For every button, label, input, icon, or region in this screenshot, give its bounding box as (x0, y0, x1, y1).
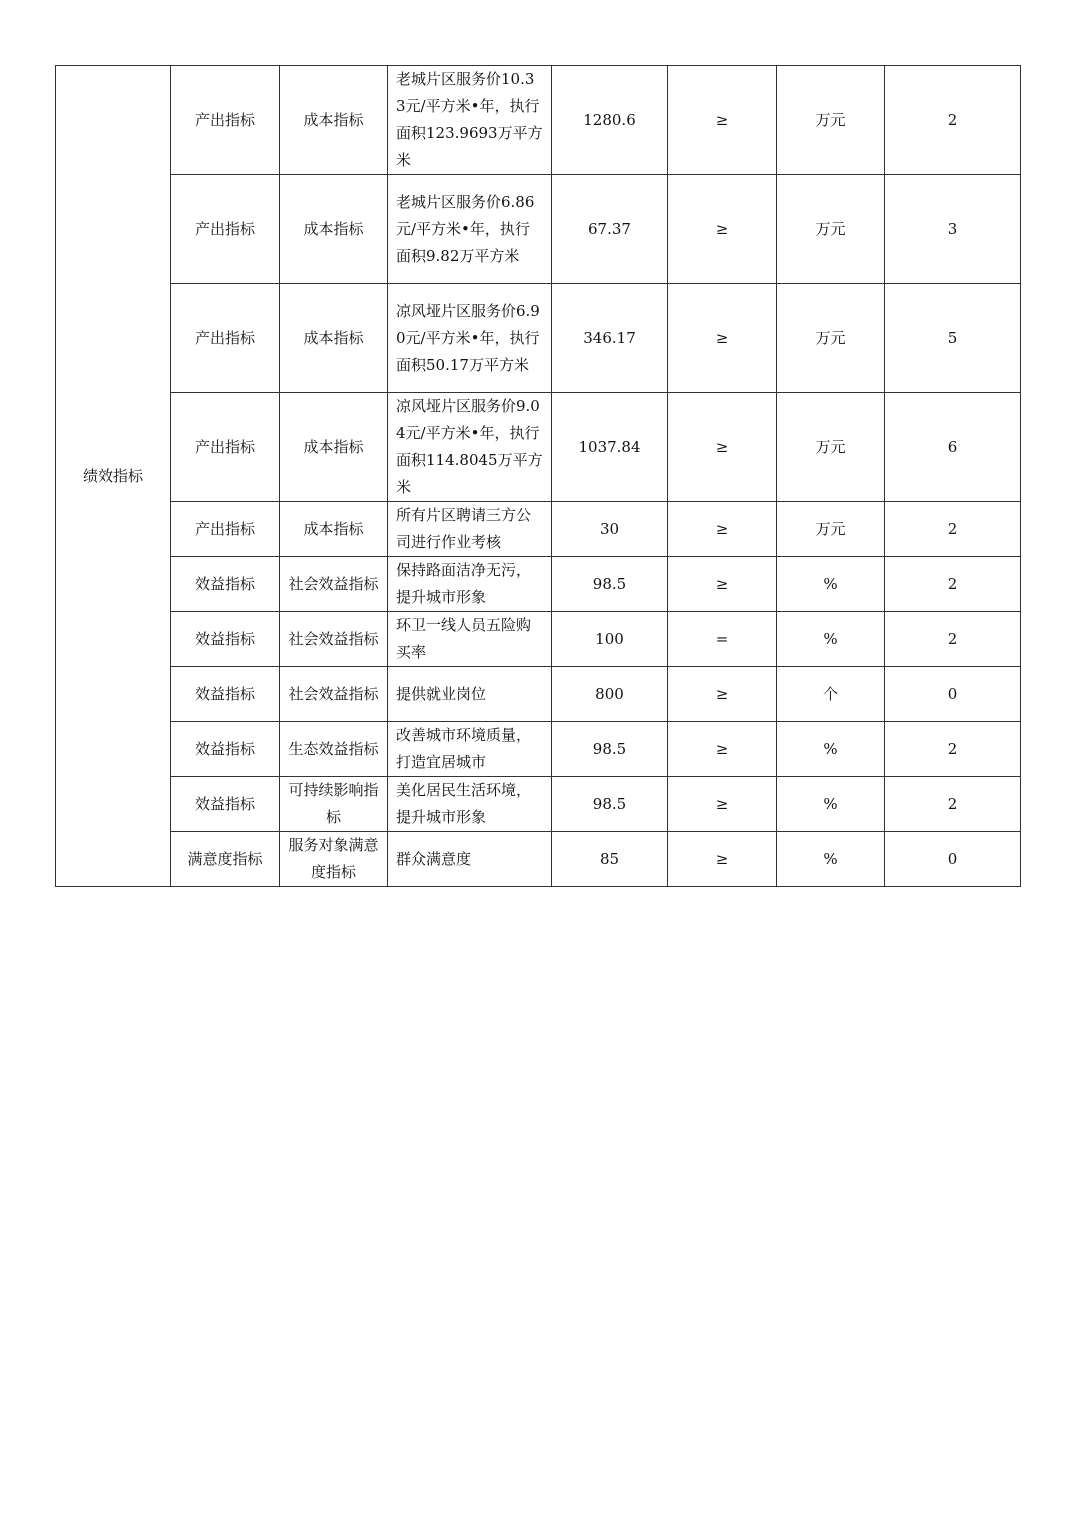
table-row (56, 393, 1021, 502)
unit-cell: % (777, 557, 885, 612)
level1-cell: 产出指标 (171, 502, 280, 557)
operator-cell: = (668, 612, 777, 667)
table-row (56, 284, 1021, 393)
unit-cell: % (777, 612, 885, 667)
level1-cell: 效益指标 (171, 722, 280, 777)
description-cell: 所有片区聘请三方公司进行作业考核 (388, 502, 552, 557)
operator-cell: ≥ (668, 832, 777, 887)
performance-indicator-table (55, 65, 1021, 887)
weight-cell: 0 (885, 832, 1021, 887)
weight-cell: 2 (885, 557, 1021, 612)
value-cell: 100 (552, 612, 668, 667)
description-cell: 保持路面洁净无污，提升城市形象 (388, 557, 552, 612)
operator-cell: ≥ (668, 667, 777, 722)
table-row (56, 175, 1021, 284)
description-cell: 凉风垭片区服务价6.90元/平方米•年，执行面积50.17万平方米 (388, 284, 552, 393)
unit-cell: 万元 (777, 175, 885, 284)
level1-cell: 满意度指标 (171, 832, 280, 887)
table-row (56, 777, 1021, 832)
unit-cell: % (777, 777, 885, 832)
operator-cell: ≥ (668, 502, 777, 557)
table-row (56, 612, 1021, 667)
level1-cell: 产出指标 (171, 66, 280, 175)
weight-cell: 3 (885, 175, 1021, 284)
level2-cell: 成本指标 (280, 284, 388, 393)
table-row (56, 722, 1021, 777)
weight-cell: 2 (885, 66, 1021, 175)
level1-cell: 效益指标 (171, 777, 280, 832)
level2-cell: 服务对象满意度指标 (280, 832, 388, 887)
value-cell: 98.5 (552, 557, 668, 612)
value-cell: 67.37 (552, 175, 668, 284)
value-cell: 85 (552, 832, 668, 887)
unit-cell: 个 (777, 667, 885, 722)
description-cell: 提供就业岗位 (388, 667, 552, 722)
level2-cell: 可持续影响指标 (280, 777, 388, 832)
operator-cell: ≥ (668, 284, 777, 393)
weight-cell: 5 (885, 284, 1021, 393)
level2-cell: 社会效益指标 (280, 557, 388, 612)
description-cell: 群众满意度 (388, 832, 552, 887)
level1-cell: 效益指标 (171, 557, 280, 612)
operator-cell: ≥ (668, 393, 777, 502)
value-cell: 30 (552, 502, 668, 557)
operator-cell: ≥ (668, 722, 777, 777)
description-cell: 改善城市环境质量，打造宜居城市 (388, 722, 552, 777)
description-cell: 凉风垭片区服务价9.04元/平方米•年，执行面积114.8045万平方米 (388, 393, 552, 502)
unit-cell: 万元 (777, 393, 885, 502)
level1-cell: 产出指标 (171, 175, 280, 284)
value-cell: 1280.6 (552, 66, 668, 175)
table-row (56, 667, 1021, 722)
unit-cell: 万元 (777, 284, 885, 393)
table-row (56, 832, 1021, 887)
unit-cell: % (777, 722, 885, 777)
level2-cell: 成本指标 (280, 502, 388, 557)
level1-cell: 效益指标 (171, 612, 280, 667)
level1-cell: 产出指标 (171, 393, 280, 502)
operator-cell: ≥ (668, 557, 777, 612)
unit-cell: 万元 (777, 502, 885, 557)
level2-cell: 生态效益指标 (280, 722, 388, 777)
level1-cell: 效益指标 (171, 667, 280, 722)
value-cell: 800 (552, 667, 668, 722)
value-cell: 346.17 (552, 284, 668, 393)
group-label-cell: 绩效指标 (56, 66, 171, 887)
unit-cell: % (777, 832, 885, 887)
weight-cell: 2 (885, 722, 1021, 777)
level2-cell: 社会效益指标 (280, 667, 388, 722)
level2-cell: 成本指标 (280, 175, 388, 284)
level2-cell: 成本指标 (280, 393, 388, 502)
value-cell: 98.5 (552, 722, 668, 777)
value-cell: 1037.84 (552, 393, 668, 502)
value-cell: 98.5 (552, 777, 668, 832)
level2-cell: 成本指标 (280, 66, 388, 175)
operator-cell: ≥ (668, 777, 777, 832)
weight-cell: 2 (885, 612, 1021, 667)
description-cell: 老城片区服务价10.33元/平方米•年，执行面积123.9693万平方米 (388, 66, 552, 175)
table-row (56, 66, 1021, 175)
weight-cell: 2 (885, 502, 1021, 557)
table-row (56, 557, 1021, 612)
weight-cell: 2 (885, 777, 1021, 832)
weight-cell: 0 (885, 667, 1021, 722)
description-cell: 环卫一线人员五险购买率 (388, 612, 552, 667)
level2-cell: 社会效益指标 (280, 612, 388, 667)
operator-cell: ≥ (668, 175, 777, 284)
operator-cell: ≥ (668, 66, 777, 175)
description-cell: 老城片区服务价6.86元/平方米•年，执行面积9.82万平方米 (388, 175, 552, 284)
table-body (56, 66, 1021, 887)
level1-cell: 产出指标 (171, 284, 280, 393)
description-cell: 美化居民生活环境，提升城市形象 (388, 777, 552, 832)
unit-cell: 万元 (777, 66, 885, 175)
weight-cell: 6 (885, 393, 1021, 502)
table-row (56, 502, 1021, 557)
